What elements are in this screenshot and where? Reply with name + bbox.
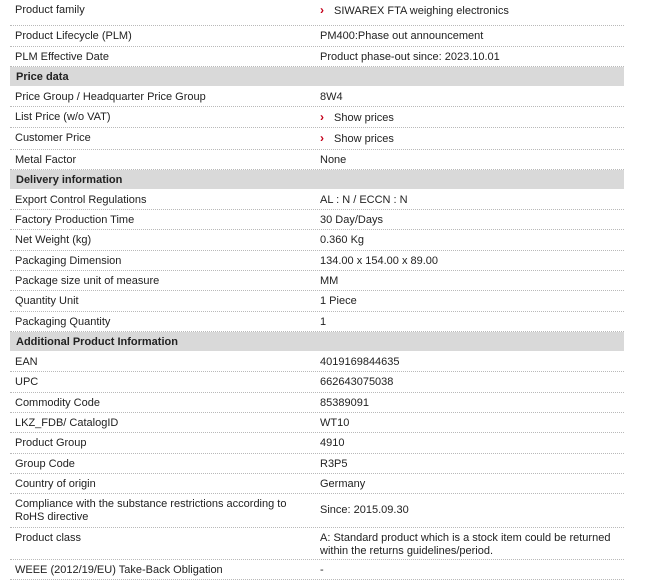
row-weee — [10, 560, 624, 580]
row-value: - — [320, 564, 324, 576]
row-country-of-origin — [10, 474, 624, 494]
row-label: Net Weight (kg) — [15, 234, 92, 246]
row-plm — [10, 26, 624, 47]
row-group-code — [10, 454, 624, 474]
row-value: 1 Piece — [320, 295, 357, 307]
row-label: Product family — [15, 4, 85, 16]
row-value: 85389091 — [320, 397, 369, 409]
product-family-link[interactable] — [320, 5, 509, 17]
row-value: AL : N / ECCN : N — [320, 194, 408, 206]
row-label: Packaging Quantity — [15, 316, 111, 328]
row-label: Customer Price — [15, 132, 91, 144]
row-commodity-code — [10, 393, 624, 413]
row-label: Packaging Dimension — [15, 255, 122, 267]
row-price-group — [10, 87, 624, 107]
row-value: None — [320, 154, 347, 166]
row-value: 134.00 x 154.00 x 89.00 — [320, 255, 439, 267]
row-value: 4019169844635 — [320, 356, 400, 368]
product-family-text: SIWAREX FTA weighing electronics — [334, 5, 509, 17]
row-value: WT10 — [320, 417, 350, 429]
row-label: Country of origin — [15, 478, 96, 490]
section-header-additional: Additional Product Information — [10, 332, 624, 352]
section-header-delivery: Delivery information — [10, 170, 624, 190]
row-value — [316, 107, 624, 127]
chevron-right-icon: › — [320, 3, 324, 17]
row-rohs-compliance — [10, 494, 624, 528]
row-export-control — [10, 190, 624, 210]
row-package-size-unit — [10, 271, 624, 291]
row-value: R3P5 — [320, 458, 348, 470]
row-label: Metal Factor — [15, 154, 77, 166]
row-packaging-dimension — [10, 251, 624, 271]
row-label: Quantity Unit — [15, 295, 79, 307]
row-quantity-unit — [10, 291, 624, 312]
product-data-table — [10, 0, 624, 580]
section-header-price: Price data — [10, 67, 624, 87]
row-ean — [10, 352, 624, 372]
chevron-right-icon: › — [320, 131, 324, 145]
show-prices-text: Show prices — [334, 133, 394, 145]
row-label: Compliance with the substance restrictions according to RoHS directive — [15, 498, 287, 523]
row-product-class — [10, 528, 624, 560]
customer-price-show-prices-link[interactable] — [320, 133, 394, 145]
show-prices-text: Show prices — [334, 112, 394, 124]
row-value — [316, 128, 624, 149]
row-upc — [10, 372, 624, 393]
row-value: 0.360 Kg — [320, 234, 365, 246]
row-value: Germany — [320, 478, 366, 490]
row-value: 4910 — [320, 437, 345, 449]
row-product-family — [10, 0, 624, 26]
row-value: A: Standard product which is a stock item could be returned within the returns guidelines/period. — [320, 532, 611, 557]
list-price-show-prices-link[interactable] — [320, 112, 394, 124]
row-label: Export Control Regulations — [15, 194, 147, 206]
row-label: List Price (w/o VAT) — [15, 111, 111, 123]
row-value: 1 — [320, 316, 327, 328]
row-value — [316, 0, 624, 25]
row-value: MM — [320, 275, 339, 287]
row-value: Since: 2015.09.30 — [320, 504, 409, 516]
row-catalog-id — [10, 413, 624, 433]
row-value: 662643075038 — [320, 376, 394, 388]
row-label: WEEE (2012/19/EU) Take-Back Obligation — [15, 564, 223, 576]
row-label: Factory Production Time — [15, 214, 135, 226]
row-production-time — [10, 210, 624, 230]
row-net-weight — [10, 230, 624, 251]
row-label: EAN — [15, 356, 38, 368]
row-value: Product phase-out since: 2023.10.01 — [320, 51, 500, 63]
row-packaging-quantity — [10, 312, 624, 332]
row-list-price — [10, 107, 624, 128]
row-label: UPC — [15, 376, 39, 388]
row-label: Price Group / Headquarter Price Group — [15, 91, 206, 103]
row-value: 8W4 — [320, 91, 343, 103]
row-value: 30 Day/Days — [320, 214, 383, 226]
row-metal-factor — [10, 150, 624, 170]
row-label: Product Group — [15, 437, 87, 449]
row-label: Product Lifecycle (PLM) — [15, 30, 132, 42]
row-customer-price — [10, 128, 624, 150]
row-label: Product class — [15, 532, 82, 544]
chevron-right-icon: › — [320, 110, 324, 124]
row-label: Package size unit of measure — [15, 275, 160, 287]
row-plm-date — [10, 47, 624, 67]
row-product-group — [10, 433, 624, 454]
row-value: PM400:Phase out announcement — [320, 30, 484, 42]
row-label: PLM Effective Date — [15, 51, 109, 63]
row-label: LKZ_FDB/ CatalogID — [15, 417, 119, 429]
row-label: Commodity Code — [15, 397, 100, 409]
row-label: Group Code — [15, 458, 75, 470]
